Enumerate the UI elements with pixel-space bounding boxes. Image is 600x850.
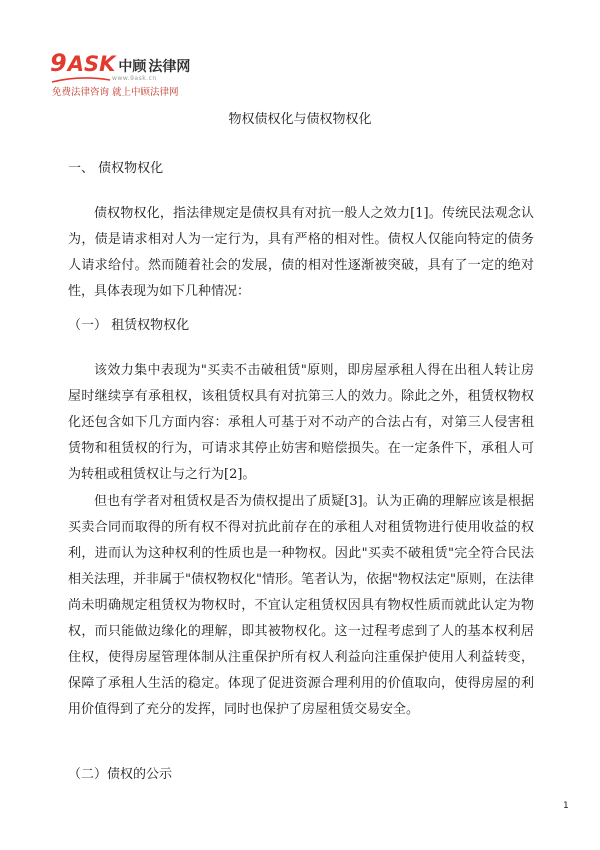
logo-name-part1: 中顾 [118, 59, 147, 75]
logo-name-part2: 法律网 [148, 59, 191, 75]
document-title: 物权债权化与债权物权化 [228, 112, 372, 127]
logo-number: 9 [50, 49, 67, 77]
logo-brand [50, 50, 190, 76]
section-heading-1: 一、 债权物权化 [68, 161, 164, 176]
paragraph-2: 该效力集中表现为"买卖不击破租赁"原则，即房屋承租人得在出租人转让房屋时继续享有承租权，该租赁权具有对抗第三人的效力。除此之外，租赁权物权化还包含如下几方面内容：承租人可基于对不动产的合法占有，对第三人侵害租赁物和租赁权的行为，可请求其停止妨害和赔偿损失。在一定条件下，承租人可为转租或租赁权让与之行为[2]。 [68, 363, 534, 482]
page-number: 1 [563, 801, 569, 811]
site-logo[interactable] [50, 50, 250, 100]
logo-letters: ASK [67, 52, 116, 76]
paragraph-1: 债权物权化，指法律规定是债权具有对抗一般人之效力[1]。传统民法观念认为，债是请求相对人为一定行为，具有严格的相对性。债权人仅能向特定的债务人请求给付。然而随着社会的发展，债的相对性逐渐被突破，具有了一定的绝对性，具体表现为如下几种情况： [68, 206, 534, 299]
logo-swoosh-icon [50, 76, 112, 84]
paragraph-3: 但也有学者对租赁权是否为债权提出了质疑[3]。认为正确的理解应该是根据买卖合同而取得的所有权不得对抗此前存在的承租人对租赁物进行使用收益的权利，进而认为这种权利的性质也是一种物权。因此"买卖不破租赁"完全符合民法相关法理，并非属于"债权物权化"情形。笔者认为，依据"物权法定"原则，在法律尚未明确规定租赁权为物权时，不宜认定租赁权因具有物权性质而就此认定为物权，而只能做边缘化的理解，即其被物权化。这一过程考虑到了人的基本权利居住权，使得房屋管理体制从注重保护所有权人利益向注重保护使用人利益转变，保障了承租人生活的稳定。体现了促进资源合理利用的价值取向，使得房屋的利用价值得到了充分的发挥，同时也保护了房屋租赁交易安全。 [68, 494, 534, 717]
subsection-heading-1: （一） 租赁权物权化 [68, 318, 190, 333]
subsection-heading-2: （二）债权的公示 [68, 767, 173, 782]
logo-url: www.9ask.cn [112, 75, 157, 82]
logo-tagline: 免费法律咨询 就上中顾法律网 [52, 87, 179, 98]
